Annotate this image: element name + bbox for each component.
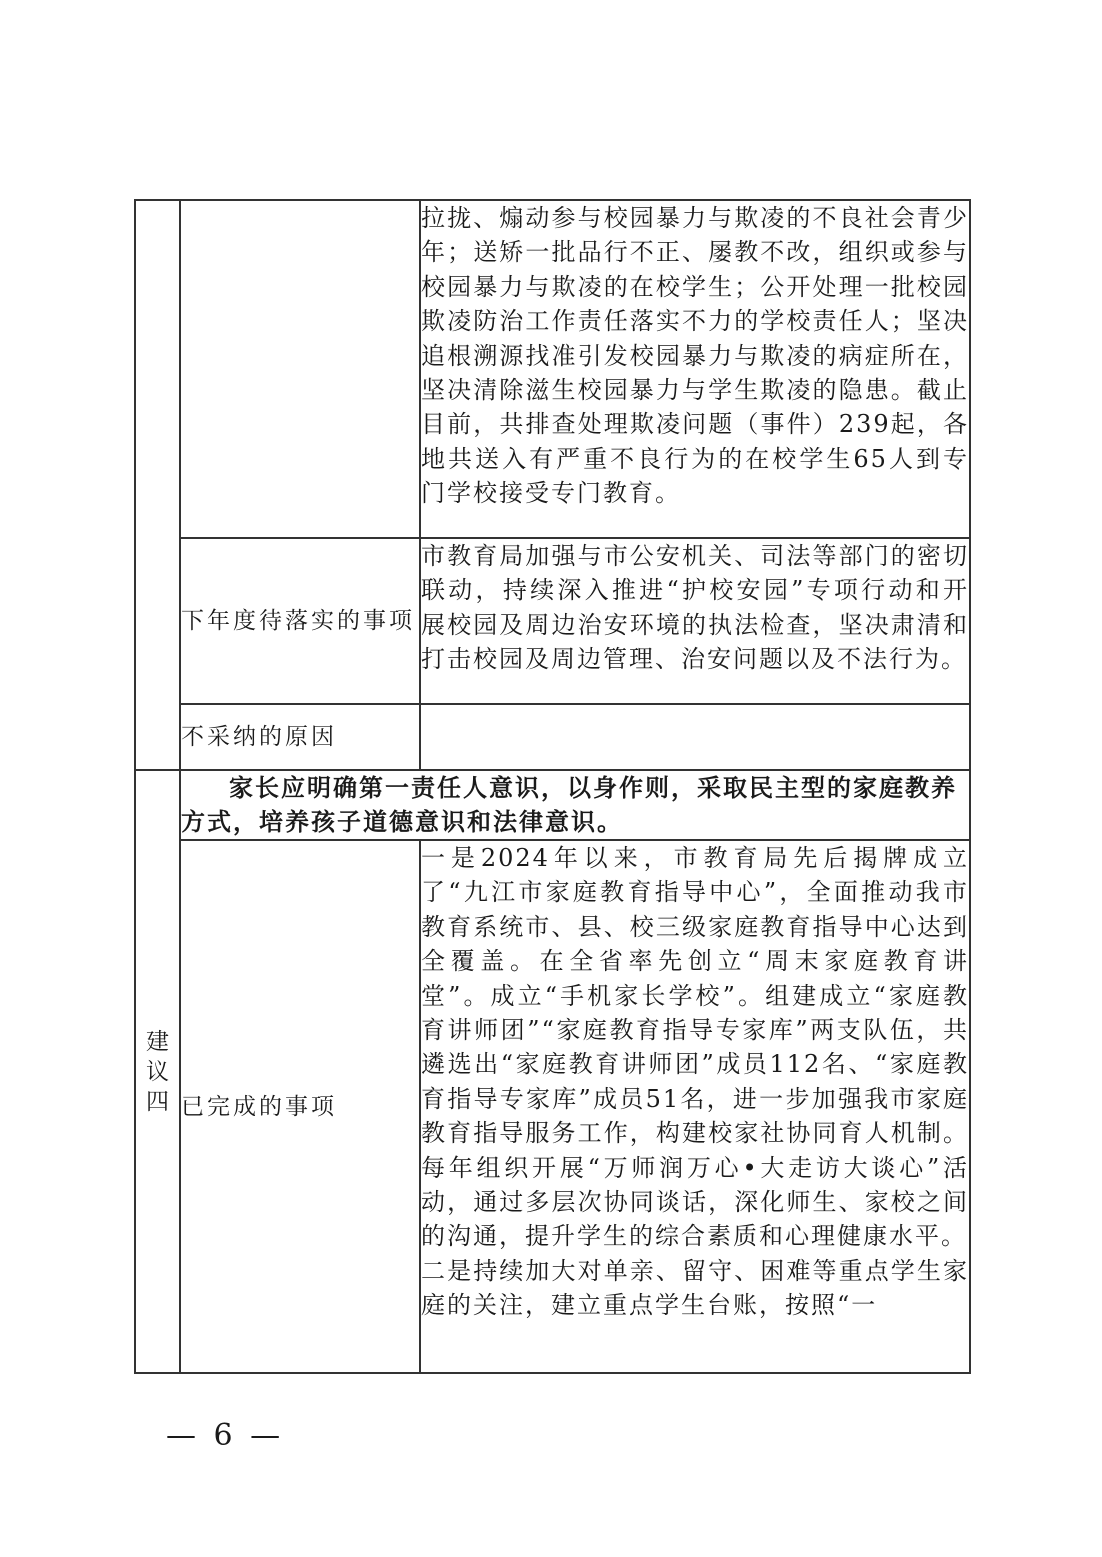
- table-row-completed: [135, 840, 970, 1373]
- label-cell-empty: [180, 200, 420, 538]
- rejected-label: 不采纳的原因: [180, 704, 420, 770]
- side-char: 建: [146, 1028, 169, 1055]
- table-row-pending: [135, 538, 970, 704]
- pending-label: 下年度待落实的事项: [180, 538, 420, 704]
- side-char: 议: [146, 1058, 169, 1085]
- completed-paragraph-2: 二是持续加大对单亲、留守、困难等重点学生家庭的关注，建立重点学生台账，按照“一: [421, 1256, 969, 1320]
- completed-paragraph-1: 一是2024年以来，市教育局先后揭牌成立了“九江市家庭教育指导中心”，全面推动我市教育系统市、县、校三级家庭教育指导中心达到全覆盖。在全省率先创立“周末家庭教育讲堂”。成立“手机家长学校”。组建成立“家庭教育讲师团”“家庭教育指导专家库”两支队伍，共遴选出“家庭教育讲师团”成员112名、“家庭教育指导专家库”成员51名，进一步加强我市家庭教育指导服务工作，构建校家社协同育人机制。每年组织开展“万师润万心•大走访大谈心”活动，通过多层次协同谈话，深化师生、家校之间的沟通，提升学生的综合素质和心理健康水平。: [421, 844, 969, 1251]
- page-number: — 6 —: [166, 1418, 285, 1453]
- suggestion-table: [134, 199, 971, 1374]
- table-row-suggestion-heading: [135, 770, 970, 840]
- table-row-rejected: [135, 704, 970, 770]
- completed-label: 已完成的事项: [180, 840, 420, 1373]
- rejected-text: [420, 704, 970, 770]
- side-label-cell-previous: [135, 200, 180, 770]
- suggestion-heading: 家长应明确第一责任人意识，以身作则，采取民主型的家庭教养方式，培养孩子道德意识和法律意识。: [180, 770, 970, 840]
- pending-text: 市教育局加强与市公安机关、司法等部门的密切联动，持续深入推进“护校安园”专项行动和开展校园及周边治安环境的执法检查，坚决肃清和打击校园及周边管理、治安问题以及不法行为。: [420, 538, 970, 704]
- table-row-completed-continued: [135, 200, 970, 538]
- completed-continued-text: 拉拢、煽动参与校园暴力与欺凌的不良社会青少年；送矫一批品行不正、屡教不改，组织或参与校园暴力与欺凌的在校学生；公开处理一批校园欺凌防治工作责任落实不力的学校责任人；坚决追根溯源找准引发校园暴力与欺凌的病症所在，坚决清除滋生校园暴力与学生欺凌的隐患。截止目前，共排查处理欺凌问题（事件）239起，各地共送入有严重不良行为的在校学生65人到专门学校接受专门教育。: [420, 200, 970, 538]
- completed-text: [420, 840, 970, 1373]
- side-label-suggestion-4: [135, 770, 180, 1373]
- side-char: 四: [146, 1088, 169, 1115]
